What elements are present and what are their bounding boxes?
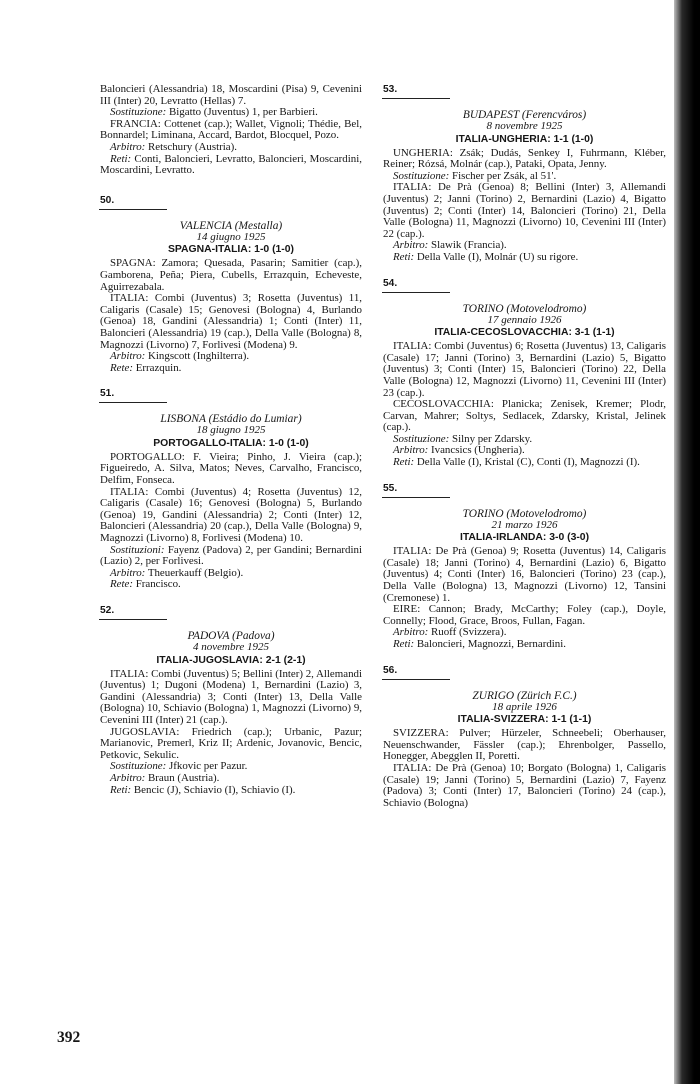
- referee-paragraph: Arbitro: Slawik (Francia).: [393, 239, 507, 252]
- goals-paragraph: Rete: Francisco.: [110, 578, 181, 591]
- referee-paragraph: Arbitro: Retschury (Austria).: [110, 140, 237, 153]
- match-number: 50.: [100, 194, 115, 206]
- match-venue: ZURIGO (Zürich F.C.): [472, 689, 577, 702]
- section-rule: [99, 402, 167, 403]
- lineup-paragraph: ITALIA: Combi (Juventus) 5; Bellini (Inter) 2, Allemandi (Juventus) 1; Dugoni (Modena) 1, Bernardini (Lazio) 3, Gandini (Alessandria) 3; Conti (Inter) 13, Della Valle (Bologna) 10, Schiavio (Bologna) 1, Magnozzi (Livorno) 9, Cevenini III (Inter) 21 (cap.).: [100, 667, 362, 726]
- match-venue: TORINO (Motovelodromo): [462, 302, 587, 315]
- section-rule: [382, 98, 450, 99]
- match-entry-52: [100, 605, 362, 796]
- page-edge-shadow: [674, 0, 700, 1084]
- continued-match-block: [100, 84, 362, 177]
- match-venue: LISBONA (Estádio do Lumiar): [160, 413, 302, 426]
- goals-paragraph: Reti: Conti, Baloncieri, Levratto, Baloncieri, Moscardini, Moscardini, Levratto.: [100, 152, 362, 177]
- match-score: ITALIA-IRLANDA: 3-0 (3-0): [459, 532, 590, 544]
- match-entry-50: [100, 195, 362, 375]
- left-column: [100, 84, 362, 796]
- substitution-paragraph: Sostituzione: Fischer per Zsák, al 51'.: [393, 169, 557, 182]
- lineup-paragraph: UNGHERIA: Zsák; Dudás, Senkey I, Fuhrmann, Kléber, Reiner; Rózsá, Molnár (cap.), Pataki, Opata, Jenny.: [383, 146, 666, 171]
- match-number: 55.: [383, 482, 398, 494]
- section-rule: [382, 679, 450, 680]
- match-number: 56.: [383, 664, 398, 676]
- section-rule: [382, 497, 450, 498]
- referee-paragraph: Arbitro: Kingscott (Inghilterra).: [110, 350, 250, 363]
- match-entry-53: [383, 84, 666, 264]
- lineup-paragraph: JUGOSLAVIA: Friedrich (cap.); Urbanic, Pazur; Marianovic, Premerl, Kriz II; Ardenic, Jovanovic, Bencic, Petkovic, Sekulic.: [100, 725, 362, 761]
- match-date: 17 gennaio 1926: [487, 313, 562, 326]
- match-venue: BUDAPEST (Ferencváros): [462, 109, 587, 121]
- match-score: ITALIA-JUGOSLAVIA: 2-1 (2-1): [156, 654, 306, 666]
- right-column: [383, 84, 666, 809]
- lineup-paragraph: CECOSLOVACCHIA: Planicka; Zenisek, Kremer; Plodr, Carvan, Mahrer; Soltys, Sedlacek, Zdarsky, Kristal, Jelinek (cap.).: [383, 398, 666, 434]
- match-venue: PADOVA (Padova): [187, 630, 275, 642]
- referee-paragraph: Arbitro: Ruoff (Svizzera).: [393, 626, 507, 639]
- substitution-paragraph: Sostituzione: Bigatto (Juventus) 1, per Barbieri.: [110, 106, 318, 119]
- page-number: 392: [57, 1029, 81, 1046]
- goals-paragraph: Rete: Errazquin.: [110, 361, 182, 374]
- match-entry-54: [383, 278, 666, 469]
- match-date: 14 giugno 1925: [196, 230, 266, 243]
- match-entry-56: [383, 665, 666, 810]
- referee-paragraph: Arbitro: Ivancsics (Ungheria).: [393, 444, 525, 457]
- lineup-paragraph: SPAGNA: Zamora; Quesada, Pasarin; Samitier (cap.), Gamborena, Peña; Piera, Cubells, Errazquin, Echeveste, Aguirrezabala.: [100, 257, 362, 293]
- match-score: ITALIA-CECOSLOVACCHIA: 3-1 (1-1): [434, 327, 615, 339]
- match-date: 21 marzo 1926: [491, 518, 558, 531]
- substitution-paragraph: Sostituzione: Jfkovic per Pazur.: [110, 760, 248, 773]
- lineup-paragraph: ITALIA: De Prà (Genoa) 8; Bellini (Inter) 3, Allemandi (Juventus) 2; Janni (Torino) 2, Bernardini (Lazio) 4, Bigatto (Juventus) 2; Conti (Inter) 14, Baloncieri (Torino) 21, Della Valle (Bologna) 11, Magnozzi (Livorno) 10, Cevenini III (Inter) 22 (cap.).: [383, 181, 666, 240]
- lineup-paragraph: PORTOGALLO: F. Vieira; Pinho, J. Vieira (cap.); Figueiredo, A. Silva, Matos; Neves, Carvalho, Francisco, Delfim, Fonseca.: [100, 450, 362, 487]
- match-date: 8 novembre 1925: [486, 120, 563, 132]
- lineup-paragraph: EIRE: Cannon; Brady, McCarthy; Foley (cap.), Doyle, Connelly; Flood, Grace, Broos, Fullan, Fagan.: [383, 603, 666, 627]
- section-rule: [99, 209, 167, 210]
- match-score: SPAGNA-ITALIA: 1-0 (1-0): [167, 244, 295, 256]
- match-number: 52.: [100, 605, 115, 616]
- lineup-paragraph: ITALIA: Combi (Juventus) 4; Rosetta (Juventus) 12, Caligaris (Casale) 16; Genovesi (Bologna) 5, Burlando (Genoa) 19, Gandini (Alessandria) 2; Conti (Inter) 12, Baloncieri (Alessandria) 20 (cap.), Della Valle (Bologna) 9, Magnozzi (Livorno) 8, Forlivesi (Modena) 10.: [100, 485, 362, 545]
- goals-paragraph: Reti: Bencic (J), Schiavio (I), Schiavio (I).: [110, 783, 296, 796]
- substitution-paragraph: Sostituzioni: Fayenz (Padova) 2, per Gandini; Bernardini (Lazio) 2, per Forlivesi.: [100, 543, 362, 568]
- match-number: 51.: [100, 388, 115, 400]
- match-score: ITALIA-UNGHERIA: 1-1 (1-0): [455, 133, 594, 145]
- lineup-paragraph: ITALIA: De Prà (Genoa) 10; Borgato (Bologna) 1, Caligaris (Casale) 19; Janni (Torino) 5, Bernardini (Lazio) 7, Fayenz (Padova) 3; Conti (Inter) 17, Baloncieri (Torino) 24 (cap.), Schiavio (Bologna): [383, 761, 666, 809]
- match-date: 18 aprile 1926: [492, 700, 557, 713]
- match-number: 54.: [383, 277, 398, 289]
- lineup-paragraph: SVIZZERA: Pulver; Hürzeler, Schneebeli; Oberhauser, Neuenschwander, Fässler (cap.); Ehrenbolger, Passello, Honegger, Abegglen II, Poretti.: [383, 727, 666, 763]
- match-score: PORTOGALLO-ITALIA: 1-0 (1-0): [153, 437, 309, 449]
- match-entry-55: [383, 483, 666, 651]
- goals-paragraph: Reti: Baloncieri, Magnozzi, Bernardini.: [393, 638, 566, 650]
- substitution-paragraph: Sostituzione: Silny per Zdarsky.: [393, 432, 533, 445]
- lineup-paragraph: ITALIA: Combi (Juventus) 6; Rosetta (Juventus) 13, Caligaris (Casale) 17; Janni (Torino) 3, Bernardini (Lazio) 5, Bigatto (Juventus) 3; Conti (Inter) 15, Baloncieri (Torino) 22, Della Valle (Bologna) 12, Magnozzi (Livorno) 11, Cevenini III (Inter) 23 (cap.).: [383, 340, 666, 399]
- match-date: 18 giugno 1925: [196, 424, 266, 437]
- lineup-paragraph: ITALIA: De Prà (Genoa) 9; Rosetta (Juventus) 14, Caligaris (Casale) 18; Janni (Torino) 4, Bernardini (Lazio) 6, Bigatto (Juventus) 4; Conti (Inter) 16, Baloncieri (Torino) 23 (cap.), Della Valle (Bologna) 13, Magnozzi (Livorno) 12, Tansini (Cremonese) 1.: [383, 545, 666, 604]
- referee-paragraph: Arbitro: Braun (Austria).: [110, 771, 220, 784]
- section-rule: [382, 292, 450, 293]
- referee-paragraph: Arbitro: Theuerkauff (Belgio).: [110, 566, 244, 579]
- section-rule: [99, 619, 167, 620]
- match-date: 4 novembre 1925: [193, 641, 269, 653]
- match-venue: TORINO (Motovelodromo): [462, 507, 587, 520]
- goals-paragraph: Reti: Della Valle (I), Kristal (C), Conti (I), Magnozzi (I).: [393, 456, 640, 469]
- match-score: ITALIA-SVIZZERA: 1-1 (1-1): [457, 714, 592, 726]
- lineup-paragraph: Baloncieri (Alessandria) 18, Moscardini (Pisa) 9, Cevenini III (Inter) 20, Levratto (Hellas) 7.: [100, 83, 362, 107]
- lineup-paragraph: ITALIA: Combi (Juventus) 3; Rosetta (Juventus) 11, Caligaris (Casale) 15; Genovesi (Bologna) 4, Burlando (Genoa) 18, Gandini (Alessandria) 1; Conti (Inter) 11, Baloncieri (Alessandria) 19 (cap.), Della Valle (Bologna) 8, Magnozzi (Livorno) 7, Forlivesi (Modena) 9.: [100, 292, 362, 351]
- match-number: 53.: [383, 84, 398, 95]
- match-entry-51: [100, 388, 362, 591]
- lineup-paragraph: FRANCIA: Cottenet (cap.); Wallet, Vignoli; Thédie, Bel, Bonnardel; Liminana, Accard, Bardot, Blocquel, Pozo.: [100, 117, 362, 142]
- match-venue: VALENCIA (Mestalla): [179, 219, 283, 232]
- goals-paragraph: Reti: Della Valle (I), Molnár (U) su rigore.: [393, 250, 579, 263]
